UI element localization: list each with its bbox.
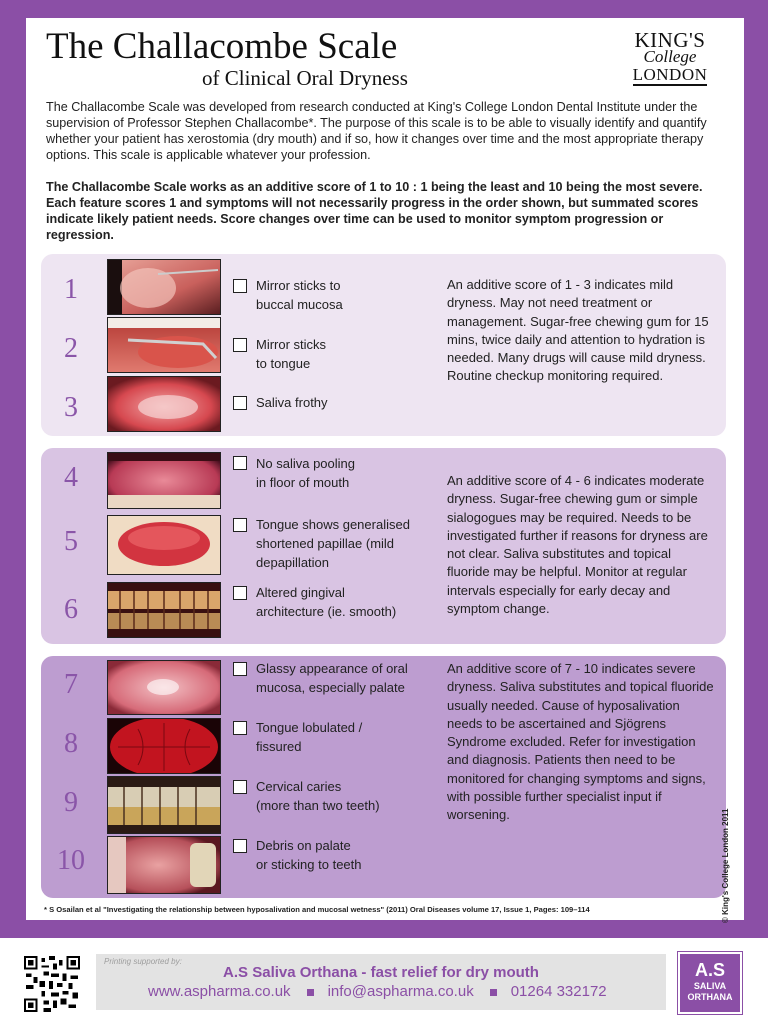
logo-line-3: LONDON [632,65,708,84]
scale-sheet [26,18,744,923]
severe-description: An additive score of 7 - 10 indicates severe dryness. Saliva substitutes and topical fluoride usually needed. Cause of hyposalivation needs to be ascertained and Sjögrens Syndrome excluded. Refer for investigation and diagnosis. Patients then need to be monitored for changing symptoms and signs, with possible further specialist input if worsening. [447,661,714,823]
photo-floor-of-mouth [107,452,221,509]
feature-8-line-1: Tongue lobulated / [256,720,363,735]
printing-supported-label: Printing supported by: [104,957,182,966]
separator-icon [490,989,497,996]
feature-3-line-1: Saliva frothy [256,395,328,410]
feature-6-line-2: architecture (ie. smooth) [256,604,397,619]
photo-cervical-caries [107,776,221,834]
brand-line-3: ORTHANA [687,992,733,1002]
feature-6-label [256,583,436,621]
feature-2-line-1: Mirror sticks [256,337,327,352]
feature-5-line-1: Tongue shows generalised [256,517,410,532]
footnote: * S Osailan et al "Investigating the relationship between hyposalivation and mucosal wetness" (2011) Oral Diseases volume 17, Issue 1, Pages: 109–114 [44,905,590,914]
intro-paragraph: The Challacombe Scale was developed from research conducted at King's College London Dental Institute under the supervision of Professor Stephen Challacombe*. The purpose of this scale is to be able to visually identify and quantify whether your patient has xerostomia (dry mouth) and if so, how it changes over time and the most appropriate therapy options. This scale is applicable whatever your profession. [46,100,707,162]
brand-line-2: SALIVA [693,981,727,991]
feature-8-line-2: fissured [256,739,302,754]
feature-10-label [256,836,436,874]
feature-5-line-3: depapillation [256,555,330,570]
sponsor-headline: A.S Saliva Orthana - fast relief for dry mouth [223,964,539,981]
feature-9-line-1: Cervical caries [256,779,342,794]
score-number-2: 2 [64,333,78,364]
feature-4-line-2: in floor of mouth [256,475,350,490]
sponsor-footer [0,938,768,1024]
moderate-description: An additive score of 4 - 6 indicates moderate dryness. Sugar-free chewing gum or simple sialogogues may be required. Needs to be investigated further if reasons for dryness are not clear. Saliva substitutes and topical fluoride may be helpful. Monitor at regular intervals especially for early decay and symptom change. [447,473,708,617]
page-subtitle: of Clinical Oral Dryness [202,66,408,90]
photo-gingival-architecture [107,582,221,638]
score-number-5: 5 [64,526,78,557]
feature-4-label [256,454,436,492]
scoring-paragraph: The Challacombe Scale works as an additive score of 1 to 10 : 1 being the least and 10 being the most severe. Each feature scores 1 and symptoms will not necessarily progress in the order shown, but summated scores indicate likely patient needs. Score changes over time can be used to monitor symptom progression or regression. [46,180,703,242]
mild-description: An additive score of 1 - 3 indicates mild dryness. May not need treatment or management. Sugar-free chewing gum for 15 mins, twice daily and attention to hydration is needed. Many drugs will cause mild dryness. Routine checkup monitoring required. [447,277,709,384]
feature-8-label [256,718,436,756]
checkbox-score-5[interactable] [233,518,247,532]
checkbox-score-1[interactable] [233,279,247,293]
phone-number: 01264 332172 [510,983,607,1000]
checkbox-score-7[interactable] [233,662,247,676]
feature-7-line-2: mucosa, especially palate [256,680,405,695]
photo-saliva-frothy [107,376,221,432]
checkbox-score-2[interactable] [233,338,247,352]
checkbox-score-6[interactable] [233,586,247,600]
saliva-orthana-logo [678,952,742,1014]
photo-mirror-tongue [107,317,221,373]
checkbox-score-3[interactable] [233,396,247,410]
sponsor-banner [96,954,666,1010]
feature-2-label [256,335,436,373]
severe-band [41,656,726,898]
logo-line-1: KING'S [634,28,706,52]
email-link[interactable]: info@aspharma.co.uk [327,983,474,1000]
score-number-8: 8 [64,728,78,759]
feature-7-line-1: Glassy appearance of oral [256,661,408,676]
feature-2-line-2: to tongue [256,356,311,371]
checkbox-score-8[interactable] [233,721,247,735]
feature-1-line-1: Mirror sticks to [256,278,341,293]
mild-band [41,254,726,436]
feature-10-line-1: Debris on palate [256,838,351,853]
score-number-10: 10 [57,845,85,876]
feature-6-line-1: Altered gingival [256,585,345,600]
feature-4-line-1: No saliva pooling [256,456,356,471]
score-number-1: 1 [64,274,78,305]
feature-9-label [256,777,436,815]
photo-debris-palate [107,836,221,894]
score-number-6: 6 [64,594,78,625]
feature-5-label [256,515,436,572]
feature-3-label [256,393,436,412]
feature-9-line-2: (more than two teeth) [256,798,380,813]
checkbox-score-10[interactable] [233,839,247,853]
photo-mirror-buccal-mucosa [107,259,221,315]
page-title: The Challacombe Scale [46,26,398,67]
score-number-7: 7 [64,669,78,700]
score-number-3: 3 [64,392,78,423]
qr-code-icon[interactable] [24,956,80,1012]
moderate-band [41,448,726,644]
copyright-note: © King's College London 2011 [721,808,730,923]
photo-tongue-papillae [107,515,221,575]
photo-tongue-fissured [107,718,221,774]
feature-1-line-2: buccal mucosa [256,297,343,312]
website-link[interactable]: www.aspharma.co.uk [148,983,291,1000]
sponsor-contact [148,983,607,1000]
logo-line-2: College [643,47,697,66]
feature-5-line-2: shortened papillae (mild [256,536,395,551]
feature-10-line-2: or sticking to teeth [256,857,362,872]
photo-glassy-mucosa [107,660,221,715]
feature-1-label [256,276,436,314]
checkbox-score-9[interactable] [233,780,247,794]
feature-7-label [256,659,436,697]
checkbox-score-4[interactable] [233,456,247,470]
separator-icon [307,989,314,996]
kings-college-logo [624,30,716,86]
brand-line-1: A.S [694,960,725,980]
score-number-9: 9 [64,787,78,818]
score-number-4: 4 [64,462,78,493]
